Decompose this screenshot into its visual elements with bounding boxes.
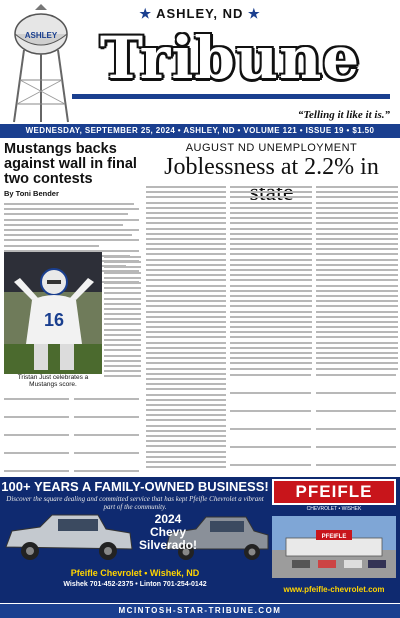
main-story-col-3	[316, 186, 398, 373]
ad-headline: 100+ YEARS A FAMILY-OWNED BUSINESS!	[1, 479, 269, 494]
main-story-headline: Joblessness at 2.2% in	[164, 154, 379, 180]
left-story-headline: Mustangs backs against wall in final two contests	[4, 141, 137, 187]
photo-caption: Tristan Just celebrates a Mustangs score.	[17, 374, 89, 388]
main-story-col-2	[230, 186, 312, 373]
masthead-tagline: “Telling it like it is.”	[297, 109, 390, 121]
masthead	[0, 0, 400, 138]
svg-text:ASHLEY: ASHLEY	[24, 31, 58, 40]
ad-dealer-name: Pfeifle Chevrolet • Wishek, ND	[70, 568, 200, 578]
water-tower-icon	[8, 4, 74, 124]
pfeifle-logo: PFEIFLE	[272, 479, 396, 505]
truck-icon	[0, 507, 270, 567]
football-player-photo	[4, 252, 102, 374]
pfeifle-logo-sub: CHEVROLET • WISHEK	[306, 506, 362, 512]
logo-underline	[72, 94, 390, 99]
photo-image	[4, 252, 102, 374]
dealership-photo	[272, 516, 396, 578]
main-story-col-1	[146, 186, 226, 471]
star-icon: ★	[248, 6, 261, 21]
footer-website-bar[interactable]: MCINTOSH-STAR-TRIBUNE.COM	[0, 604, 400, 618]
left-story-body-narrow	[104, 256, 141, 381]
masthead-city-label: ASHLEY, ND	[156, 6, 244, 21]
masthead-city	[0, 6, 400, 22]
main-story-kicker: AUGUST ND UNEMPLOYMENT	[185, 142, 358, 154]
pfeifle-chevrolet-ad[interactable]	[0, 477, 400, 603]
newspaper-logo: Tribune	[99, 24, 361, 92]
ad-subtitle: Discover the square dealing and committed service that has kept Pfeifle Chevrolet a vibrant part of the community.	[6, 495, 264, 511]
star-icon: ★	[139, 6, 152, 21]
svg-text:16: 16	[43, 310, 65, 330]
ad-vehicle: 2024 Chevy Silverado!	[138, 512, 198, 552]
ad-website-link[interactable]: www.pfeifle-chevrolet.com	[283, 585, 385, 594]
svg-text:PFEIFLE: PFEIFLE	[321, 534, 347, 540]
ad-phone-numbers: Wishek 701-452-2375 • Linton 701-254-0142	[63, 581, 207, 588]
left-story-byline: By Toni Bender	[4, 189, 59, 198]
dateline-bar: WEDNESDAY, SEPTEMBER 25, 2024 • ASHLEY, ND • VOLUME 121 • ISSUE 19 • $1.50	[0, 124, 400, 138]
ad-dealer-panel	[272, 479, 396, 599]
